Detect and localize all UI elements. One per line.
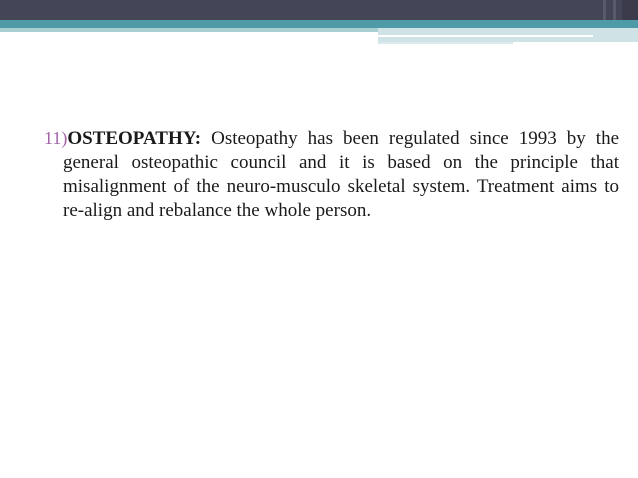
slide-body <box>44 126 619 223</box>
header-bar <box>0 0 638 20</box>
header-accent-underline <box>378 42 513 44</box>
header-accent-line <box>378 35 593 37</box>
list-item-number: 11) <box>44 128 68 148</box>
header-accent-stripe <box>613 0 616 20</box>
header-accent-stripe <box>603 0 606 20</box>
item-heading: OSTEOPATHY: <box>67 128 202 149</box>
header-teal-band <box>0 20 638 28</box>
header-accent-block <box>622 0 638 20</box>
item-body-text: Osteopathy has been regulated since 1993 by the general osteopathic council and it is based on the principle that misalignment of the neuro-musculo skeletal system. Treatment aims to re-align and rebalance the whole person. <box>63 128 619 221</box>
